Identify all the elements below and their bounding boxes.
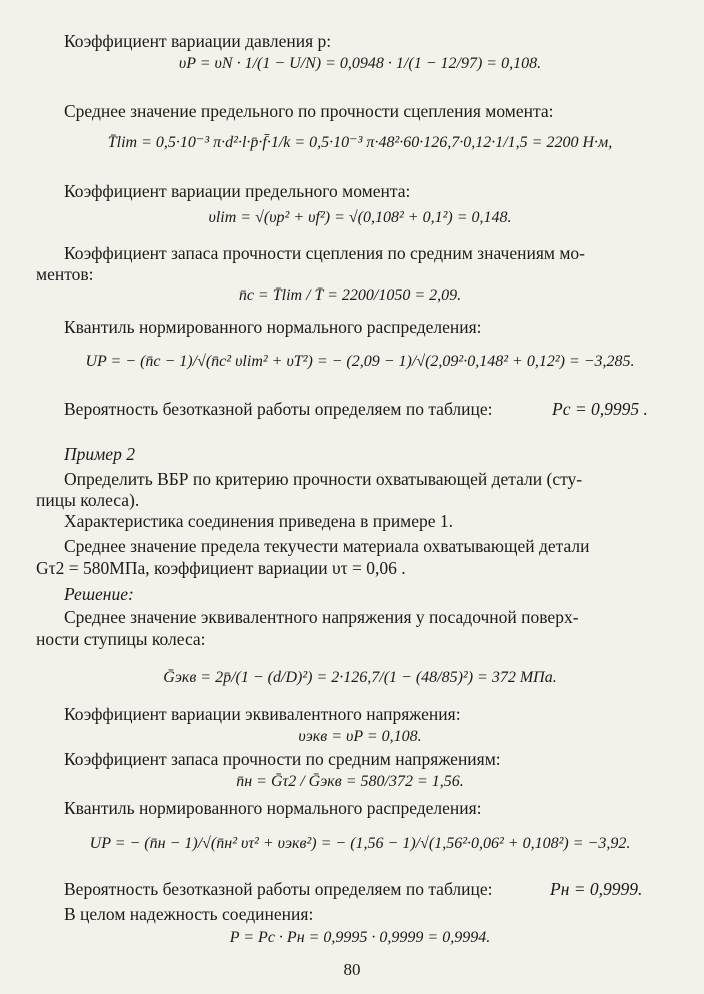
formula-variation-limit-moment: υlim = √(υp² + υf²) = √(0,108² + 0,1²) = 0,148. — [208, 209, 512, 226]
formula-safety-factor: n̄c = T̄lim / T̄ = 2200/1050 = 2,09. — [238, 287, 462, 304]
page-number: 80 — [343, 960, 361, 979]
text-line: Коэффициент запаса прочности по средним напряжениям: — [64, 749, 501, 769]
example-heading: Пример 2 — [64, 444, 135, 464]
probability-value: Pc = 0,9995 . — [552, 399, 648, 419]
formula-mean-limit-moment: T̄lim = 0,5·10⁻³ π·d²·l·p̄·f̄·1/k = 0,5·10⁻³ π·48²·60·126,7·0,12·1/1,5 = 2200 H·м, — [107, 134, 613, 151]
formula-variation-stress: υэкв = υP = 0,108. — [298, 728, 422, 745]
text-line: Квантиль нормированного нормального распределения: — [64, 798, 482, 818]
text-line: ментов: — [36, 264, 94, 284]
formula-quantile-2: UP = − (n̄н − 1)/√(n̄н² υτ² + υэкв²) = − (1,56 − 1)/√(1,56²·0,06² + 0,108²) = −3,92. — [89, 835, 631, 852]
formula-quantile-1: UP = − (n̄c − 1)/√(n̄c² υlim² + υT²) = − (2,09 − 1)/√(2,09²·0,148² + 0,12²) = −3,285. — [85, 353, 635, 370]
formula-total-reliability: P = Pc · Pн = 0,9995 · 0,9999 = 0,9994. — [229, 929, 491, 946]
text-line: Среднее значение эквивалентного напряжения у посадочной поверх- — [64, 607, 579, 627]
probability-value: Pн = 0,9999. — [550, 879, 643, 899]
text-line: В целом надежность соединения: — [64, 904, 314, 924]
formula-variation-pressure: υP = υN · 1/(1 − U/N) = 0,0948 · 1/(1 − 12/97) = 0,108. — [178, 55, 542, 72]
text-line: Коэффициент запаса прочности сцепления по средним значениям мо- — [64, 243, 585, 263]
text-line: Вероятность безотказной работы определяем по таблице: — [64, 399, 493, 419]
text-line: Вероятность безотказной работы определяем по таблице: — [64, 879, 493, 899]
text-line: Среднее значение предела текучести материала охватывающей детали — [64, 536, 590, 556]
text-line: пицы колеса). — [36, 490, 140, 510]
text-line: Коэффициент вариации эквивалентного напряжения: — [64, 704, 461, 724]
formula-equivalent-stress: Ḡэкв = 2p̄/(1 − (d/D)²) = 2·126,7/(1 − (48/85)²) = 372 МПа. — [163, 669, 557, 686]
text-line: Gτ2 = 580МПа, коэффициент вариации υτ = 0,06 . — [36, 558, 406, 578]
text-line: ности ступицы колеса: — [36, 629, 206, 649]
text-line: Определить ВБР по критерию прочности охватывающей детали (сту- — [64, 469, 583, 489]
text-line: Коэффициент вариации предельного момента: — [64, 181, 411, 201]
solution-heading: Решение: — [64, 584, 134, 604]
text-line: Среднее значение предельного по прочности сцепления момента: — [64, 101, 554, 121]
text-line: Характеристика соединения приведена в примере 1. — [64, 511, 454, 531]
formula-safety-factor-stress: n̄н = Ḡτ2 / Ḡэкв = 580/372 = 1,56. — [236, 773, 464, 790]
text-line: Коэффициент вариации давления p: — [64, 31, 332, 51]
text-line: Квантиль нормированного нормального распределения: — [64, 317, 482, 337]
